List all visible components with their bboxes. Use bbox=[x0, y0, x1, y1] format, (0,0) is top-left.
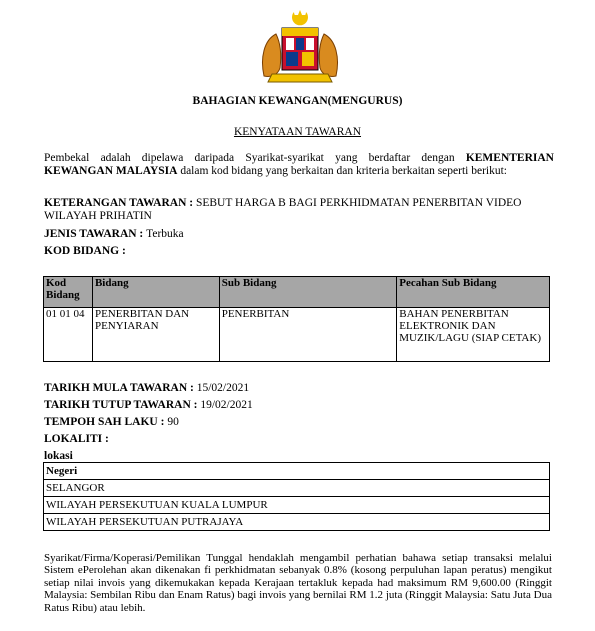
lokasi-header-row bbox=[44, 463, 550, 480]
table-row bbox=[44, 480, 550, 497]
lokasi-cell: SELANGOR bbox=[44, 480, 550, 497]
col-bidang: Bidang bbox=[92, 277, 219, 308]
cell-kod: 01 01 04 bbox=[44, 308, 93, 362]
tarikh-tutup-value: 19/02/2021 bbox=[200, 399, 253, 411]
cell-bidang: PENERBITAN DAN PENYIARAN bbox=[92, 308, 219, 362]
col-sub-bidang: Sub Bidang bbox=[219, 277, 397, 308]
jenis-label: JENIS TAWARAN : bbox=[44, 228, 147, 240]
lokasi-label: lokasi bbox=[44, 450, 73, 462]
cell-sub-bidang: PENERBITAN bbox=[219, 308, 397, 362]
tender-description bbox=[44, 197, 564, 223]
keterangan-value: SEBUT HARGA B BAGI PERKHIDMATAN PENERBITAN VIDEO WILAYAH PRIHATIN bbox=[44, 197, 522, 222]
intro-text-1: Pembekal adalah dipelawa daripada Syarikat-syarikat yang berdaftar dengan bbox=[44, 152, 466, 164]
table-row bbox=[44, 308, 550, 362]
intro-paragraph bbox=[44, 152, 554, 178]
tarikh-mula: TARIKH MULA TAWARAN : 15/02/2021 bbox=[44, 382, 250, 394]
service-fee-note: Syarikat/Firma/Koperasi/Pemilikan Tunggal hendaklah mengambil perhatian bahawa setiap transaksi melalui Sistem ePerolehan akan dikenakan fi perkhidmatan sebanyak 0.8% (kosong perpuluhan lapan peratus) mengikut setiap nilai invois yang dikemukakan kepada Kerajaan tertakluk kepada had maksimum RM 9,600.00 (Ringgit Malaysia: Sembilan Ribu dan Enam Ratus) bagi invois yang bernilai RM 1.2 juta (Ringgit Malaysia: Satu Juta Dua Ratus Ribu) atau lebih. bbox=[44, 552, 552, 614]
keterangan-label: KETERANGAN TAWARAN : bbox=[44, 197, 196, 209]
lokaliti-label: LOKALITI : bbox=[44, 433, 109, 445]
tempoh-sah-laku: TEMPOH SAH LAKU : 90 bbox=[44, 416, 179, 428]
table-header-row bbox=[44, 277, 550, 308]
col-pecahan-sub-bidang: Pecahan Sub Bidang bbox=[397, 277, 550, 308]
coat-of-arms-emblem bbox=[250, 8, 350, 88]
lokasi-cell: WILAYAH PERSEKUTUAN KUALA LUMPUR bbox=[44, 497, 550, 514]
tempoh-value: 90 bbox=[167, 416, 179, 428]
tarikh-tutup: TARIKH TUTUP TAWARAN : 19/02/2021 bbox=[44, 399, 253, 411]
table-row bbox=[44, 497, 550, 514]
tender-type bbox=[44, 228, 184, 241]
jenis-value: Terbuka bbox=[146, 228, 184, 240]
table-row bbox=[44, 514, 550, 531]
kod-bidang-label: KOD BIDANG : bbox=[44, 245, 126, 257]
ministry-name: KEMENTERIAN KEWANGAN MALAYSIA bbox=[44, 152, 554, 177]
bidang-table bbox=[43, 276, 550, 362]
col-kod-bidang: Kod Bidang bbox=[44, 277, 93, 308]
lokasi-cell: WILAYAH PERSEKUTUAN PUTRAJAYA bbox=[44, 514, 550, 531]
tarikh-mula-value: 15/02/2021 bbox=[196, 382, 250, 394]
cell-pecahan: BAHAN PENERBITAN ELEKTRONIK DAN MUZIK/LAGU (SIAP CETAK) bbox=[397, 308, 550, 362]
intro-text-2: dalam kod bidang yang berkaitan dan kriteria berkaitan seperti berikut: bbox=[177, 164, 507, 177]
lokasi-table bbox=[43, 462, 550, 531]
col-negeri: Negeri bbox=[44, 463, 550, 480]
department-title: BAHAGIAN KEWANGAN(MENGURUS) bbox=[192, 95, 403, 107]
section-title: KENYATAAN TAWARAN bbox=[233, 126, 362, 138]
